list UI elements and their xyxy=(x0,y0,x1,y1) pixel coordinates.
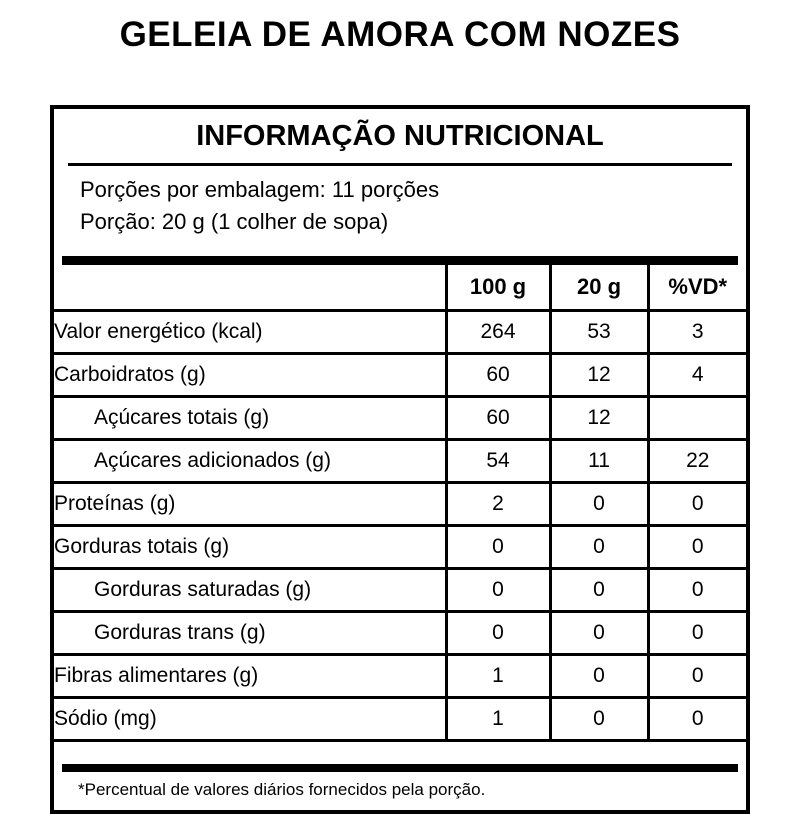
row-value-per-serving: 11 xyxy=(550,439,648,482)
row-label: Fibras alimentares (g) xyxy=(54,654,446,697)
column-header-per-100g: 100 g xyxy=(446,265,550,311)
spacer-cell xyxy=(550,740,648,764)
row-value-per-100g: 1 xyxy=(446,654,550,697)
row-label: Açúcares totais (g) xyxy=(54,396,446,439)
table-row xyxy=(54,611,746,654)
row-label: Gorduras totais (g) xyxy=(54,525,446,568)
nutrition-table xyxy=(54,265,746,764)
row-value-per-100g: 54 xyxy=(446,439,550,482)
table-row xyxy=(54,396,746,439)
row-value-per-serving: 12 xyxy=(550,353,648,396)
row-value-per-serving: 0 xyxy=(550,697,648,740)
table-row xyxy=(54,439,746,482)
table-row xyxy=(54,310,746,353)
table-row xyxy=(54,525,746,568)
table-row xyxy=(54,568,746,611)
row-value-per-100g: 0 xyxy=(446,568,550,611)
row-value-per-100g: 0 xyxy=(446,611,550,654)
panel-title: INFORMAÇÃO NUTRICIONAL xyxy=(196,120,604,152)
row-value-per-100g: 2 xyxy=(446,482,550,525)
row-value-per-100g: 0 xyxy=(446,525,550,568)
row-value-per-serving: 0 xyxy=(550,525,648,568)
serving-information xyxy=(54,166,746,248)
column-header-per-serving: 20 g xyxy=(550,265,648,311)
row-value-vd xyxy=(648,396,746,439)
row-value-vd: 0 xyxy=(648,697,746,740)
row-value-vd: 4 xyxy=(648,353,746,396)
row-label: Sódio (mg) xyxy=(54,697,446,740)
row-label: Proteínas (g) xyxy=(54,482,446,525)
row-value-per-serving: 0 xyxy=(550,568,648,611)
row-value-per-serving: 53 xyxy=(550,310,648,353)
spacer-cell xyxy=(54,740,446,764)
row-value-vd: 22 xyxy=(648,439,746,482)
row-value-per-serving: 0 xyxy=(550,482,648,525)
serving-size: Porção: 20 g (1 colher de sopa) xyxy=(80,208,389,234)
row-value-per-100g: 264 xyxy=(446,310,550,353)
divider-above-footnote xyxy=(62,764,738,772)
row-value-vd: 0 xyxy=(648,525,746,568)
divider-above-table xyxy=(62,256,738,265)
row-value-vd: 3 xyxy=(648,310,746,353)
column-header-nutrient xyxy=(54,265,446,311)
spacer-cell xyxy=(446,740,550,764)
footnote: *Percentual de valores diários fornecidos pela porção. xyxy=(78,779,486,799)
row-value-vd: 0 xyxy=(648,568,746,611)
servings-per-package: Porções por embalagem: 11 porções xyxy=(80,176,440,202)
row-label: Açúcares adicionados (g) xyxy=(54,439,446,482)
table-row xyxy=(54,482,746,525)
row-label: Gorduras trans (g) xyxy=(54,611,446,654)
row-value-per-serving: 12 xyxy=(550,396,648,439)
row-value-vd: 0 xyxy=(648,482,746,525)
table-row xyxy=(54,654,746,697)
page-title: GELEIA DE AMORA COM NOZES xyxy=(119,15,681,54)
row-label: Gorduras saturadas (g) xyxy=(54,568,446,611)
row-value-per-100g: 1 xyxy=(446,697,550,740)
table-row xyxy=(54,697,746,740)
row-label: Carboidratos (g) xyxy=(54,353,446,396)
row-label: Valor energético (kcal) xyxy=(54,310,446,353)
row-value-per-100g: 60 xyxy=(446,396,550,439)
table-spacer-row xyxy=(54,740,746,764)
spacer-cell xyxy=(648,740,746,764)
row-value-vd: 0 xyxy=(648,611,746,654)
row-value-vd: 0 xyxy=(648,654,746,697)
nutrition-facts-panel xyxy=(50,105,750,814)
row-value-per-serving: 0 xyxy=(550,654,648,697)
row-value-per-serving: 0 xyxy=(550,611,648,654)
table-header-row xyxy=(54,265,746,311)
nutrition-table-body xyxy=(54,310,746,764)
column-header-vd: %VD* xyxy=(648,265,746,311)
table-row xyxy=(54,353,746,396)
row-value-per-100g: 60 xyxy=(446,353,550,396)
